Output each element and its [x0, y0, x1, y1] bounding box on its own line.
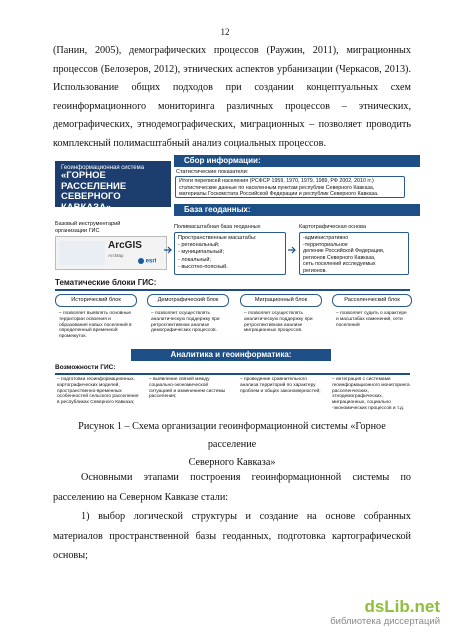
watermark-tagline: библиотека диссертаций	[330, 616, 440, 627]
watermark-logo: dsLib.net	[364, 597, 440, 616]
capability-item: – интеграция с системами геоинформационного мониторинга расселенческих, этнодемографических, миграционных, социально -экономических процессов и т.д.	[332, 377, 410, 411]
text-line: материалов пространственной базы геоданных, подготовка картографической	[53, 530, 411, 542]
demographic-block: Демографический блок	[147, 294, 229, 307]
arcgis-logo-box	[55, 236, 167, 270]
spatial-scale-item: - локальный;	[178, 256, 211, 263]
text-line: процессов (Белозеров, 2012), этнических аспектов урбанизации (Черкасов, 2013).	[53, 63, 411, 75]
cartographic-item: регионов Северного Кавказа,	[303, 254, 376, 261]
arcgis-label: ArcGIS	[108, 240, 142, 251]
cartographic-item: -территориальное	[303, 241, 348, 248]
spatial-scale-item: - муниципальный;	[178, 249, 224, 256]
text-line: Основными этапами построения геоинформационной системы по	[81, 472, 411, 483]
text-line: демографических, этнодемографических, миграционных – позволяет проводить	[53, 119, 411, 131]
geodata-header: База геоданных:	[174, 204, 420, 216]
cartographic-item: регионов.	[303, 267, 327, 274]
thematic-blocks-title: Тематические блоки ГИС:	[55, 278, 157, 287]
arcgis-sub: ArcMap	[108, 253, 124, 258]
settlement-block-desc: – позволяет судить о характере и масштабах изменений, сети поселений	[336, 311, 407, 328]
cartographic-item: сеть поселений исследуемых	[303, 261, 376, 267]
historical-block: Исторический блок	[55, 294, 137, 307]
capability-item: – проведение сравнительного анализа территорий по характеру проблем и общих закономерностей;	[240, 377, 321, 394]
text-line: расселению на Северном Кавказе стали:	[53, 491, 229, 503]
arrow-icon	[164, 245, 174, 255]
migration-block: Миграционный блок	[240, 294, 322, 307]
multiscale-db-label: Полимасштабная база геоданных	[174, 224, 261, 230]
spatial-scale-item: - высотно-поясный.	[178, 263, 228, 270]
esri-globe-icon	[138, 258, 144, 264]
cartographic-item: -административно	[303, 235, 349, 241]
top-paragraph	[53, 42, 411, 154]
gis-diagram	[53, 153, 413, 416]
caption-line: Северного Кавказа»	[188, 457, 276, 468]
demographic-block-desc: – позволяет осуществлять аналитическую поддержку при ретроспективном анализе демографических процессов.	[151, 311, 220, 334]
text-line: основы;	[53, 550, 88, 561]
figure-caption	[53, 418, 411, 472]
text-line: комплексный полимасштабный анализ социальных процессов.	[53, 137, 326, 149]
cartographic-box	[299, 232, 409, 275]
text-line: геоинформационного мониторинга различных процессов – этнических,	[53, 100, 411, 112]
thematic-divider	[55, 289, 410, 291]
capability-item: – подготовка геоинформационных, картографических моделей, пространственно-временных особенностей сельского расселения в республиках Северного Кавказа;	[57, 377, 139, 406]
watermark	[330, 598, 440, 627]
capabilities-title: Возможности ГИС:	[55, 364, 116, 371]
caption-line: Рисунок 1 – Схема организации геоинформационной системы «Горное расселение	[78, 421, 386, 450]
data-collection-header: Сбор информации:	[174, 155, 420, 167]
arcgis-box-icon	[59, 241, 105, 265]
cartographic-item: деление Российской Федерации,	[303, 248, 385, 254]
settlement-block: Расселенческий блок	[332, 294, 412, 307]
system-title-line3: СЕВЕРНОГО КАВКАЗА»	[61, 191, 121, 213]
arrow-icon	[288, 245, 298, 255]
spatial-scale-item: - региональный;	[178, 242, 220, 249]
esri-logo	[138, 258, 156, 265]
stat-indicators-box: Итоги переписей населения (РСФСР 1959, 1970, 1979, 1989, РФ 2002, 2010 гг.) статистические данные по населенным пунктам республик Северного Кавказа, материалы Госкомстата Российской Федерации и республик Северного Кавказа.	[175, 176, 405, 198]
analytics-header: Аналитика и геоинформатика:	[131, 349, 331, 361]
text-line: (Панин, 2005), демографических процессов (Раужин, 2011), миграционных	[53, 45, 411, 56]
bottom-paragraph	[53, 468, 411, 566]
base-tool-label: Базовый инструментарий организации ГИС	[55, 221, 121, 234]
capability-item: – выявление связей между социально-экономической ситуацией и изменением системы расселения;	[149, 377, 226, 400]
text-line: 1) выбор логической структуры и создание на основе собранных	[81, 511, 411, 522]
cartographic-base-label: Картографическая основа	[299, 224, 367, 230]
system-title-banner	[55, 161, 171, 213]
esri-label: esri	[145, 258, 157, 265]
system-title-line1: Геоинформационная система	[61, 165, 145, 171]
spatial-scales-title: Пространственные масштабы:	[178, 235, 257, 241]
stat-indicators-label: Статистические показатели:	[176, 169, 249, 175]
page-number: 12	[220, 27, 230, 37]
spatial-scales-box	[174, 232, 286, 275]
migration-block-desc: – позволяет осуществлять аналитическую поддержку при ретроспективном анализе миграционных процессов.	[244, 311, 313, 334]
capabilities-divider	[55, 373, 410, 375]
historical-block-desc: – позволяет выявлять основные территории освоения и образования новых поселений в определенный временной промежуток.	[59, 311, 132, 340]
text-line: Использование общих подходов при создании концептуальных схем	[53, 82, 411, 94]
system-title-line2: «ГОРНОЕ РАССЕЛЕНИЕ	[61, 170, 127, 192]
